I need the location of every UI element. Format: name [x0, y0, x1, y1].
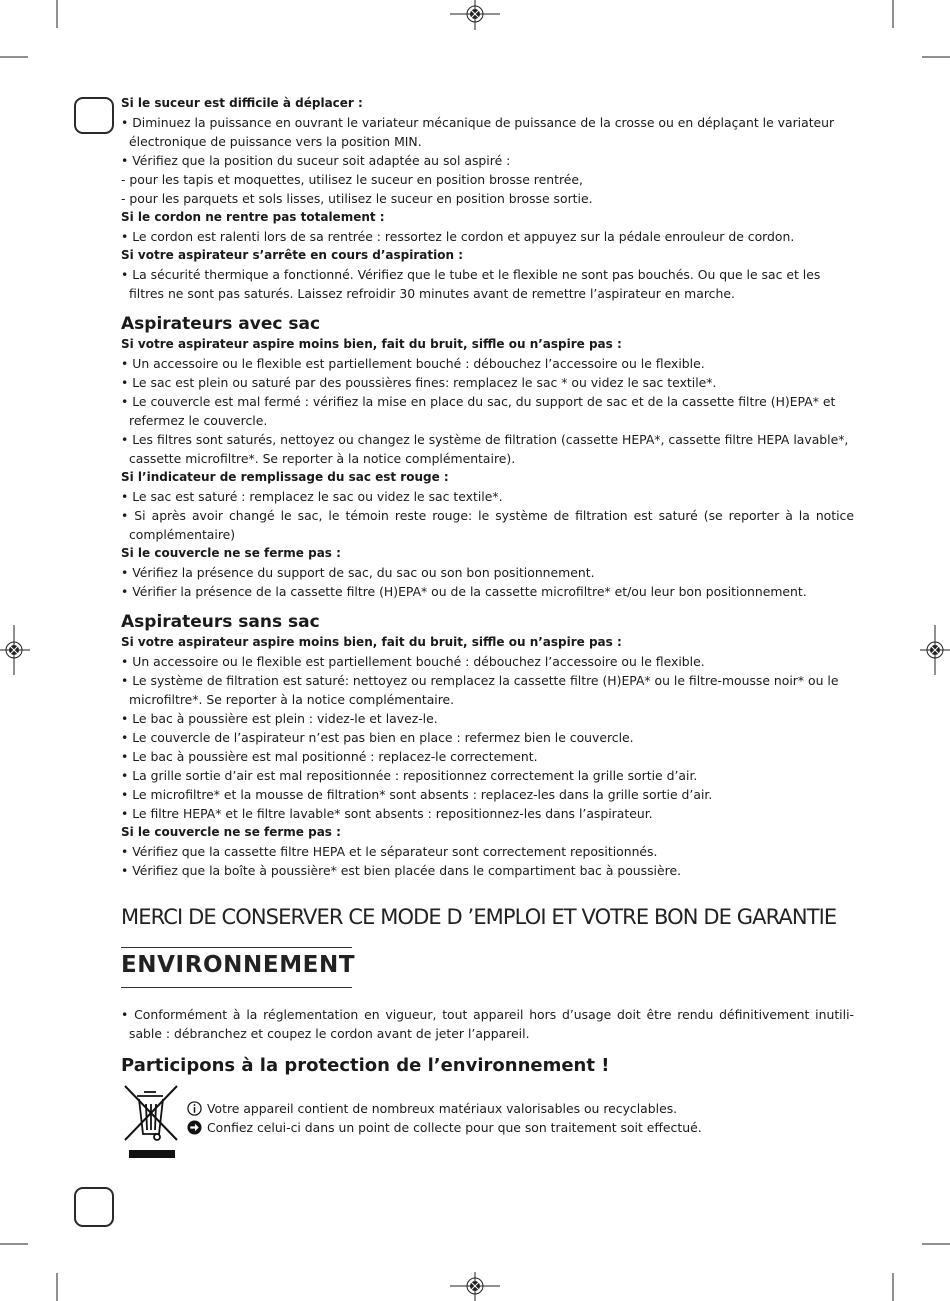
- bullet-item: • Le sac est saturé : remplacez le sac ou videz le sac textile*.: [121, 489, 503, 504]
- environment-title: ENVIRONNEMENT: [121, 952, 356, 978]
- section-title-sans-sac: Aspirateurs sans sac: [121, 612, 320, 632]
- heading-arret: Si votre aspirateur s’arrête en cours d’aspiration :: [121, 248, 463, 262]
- bullet-item: • Diminuez la puissance en ouvrant le variateur mécanique de puissance de la crosse ou en déplaçant le variateur électronique de puissance vers la position MIN.: [121, 115, 835, 149]
- section-title-avec-sac: Aspirateurs avec sac: [121, 314, 321, 334]
- bullet-item: • Si après avoir changé le sac, le témoin reste rouge: le système de filtration est saturé (se reporter à la notice complémentaire): [121, 508, 854, 542]
- registration-mark-left: [0, 625, 30, 675]
- keep-manual-notice: MERCI DE CONSERVER CE MODE D ’EMPLOI ET VOTRE BON DE GARANTIE: [121, 905, 837, 929]
- dash-item: - pour les parquets et sols lisses, utilisez le suceur en position brosse sortie.: [121, 191, 593, 206]
- info-text: Votre appareil contient de nombreux matériaux valorisables ou recyclables.: [207, 1101, 678, 1116]
- info-text: Confiez celui-ci dans un point de collecte pour que son traitement soit effectué.: [207, 1120, 702, 1135]
- environment-paragraph: [121, 1005, 854, 1043]
- bullet-item: • Le bac à poussière est plein : videz-le et lavez-le.: [121, 711, 438, 726]
- registration-mark-right: [920, 625, 950, 675]
- info-circle-icon: [187, 1101, 202, 1116]
- bullet-item: • Le couvercle est mal fermé : vérifiez la mise en place du sac, du support de sac et de la cassette filtre (H)EPA* et refermez le couvercle.: [121, 394, 836, 428]
- bullet-item: • Le sac est plein ou saturé par des poussières fines: remplacez le sac * ou videz le sac textile*.: [121, 375, 717, 390]
- question-heading: Si le couvercle ne se ferme pas :: [121, 825, 341, 839]
- recycling-info: [187, 1099, 702, 1137]
- bullet-item: • Le couvercle de l’aspirateur n’est pas bien en place : refermez bien le couvercle.: [121, 730, 634, 745]
- bullet-item: • Un accessoire ou le flexible est partiellement bouché : débouchez l’accessoire ou le flexible.: [121, 654, 705, 669]
- page-tab-bottom: [74, 1187, 114, 1227]
- bullet-item: • Le filtre HEPA* et le filtre lavable* sont absents : repositionnez-les dans l’aspirateur.: [121, 806, 653, 821]
- bullet-item: • Conformément à la réglementation en vigueur, tout appareil hors d’usage doit être rendu définitivement inutili-sable : débranchez et coupez le cordon avant de jeter l’appareil.: [121, 1007, 854, 1041]
- info-row: [187, 1118, 702, 1137]
- bullet-item: • Le système de filtration est saturé: nettoyez ou remplacez la cassette filtre (H)EPA* ou le filtre-mousse noir* ou le microfiltre*. Se reporter à la notice complémentaire.: [121, 673, 839, 707]
- bullet-item: • Vérifiez que la position du suceur soit adaptée au sol aspiré :: [121, 153, 511, 168]
- divider: [121, 947, 352, 948]
- bullet-item: • Le microfiltre* et la mousse de filtration* sont absents : replacez-les dans la grille sortie d’air.: [121, 787, 713, 802]
- bullet-item: • Les filtres sont saturés, nettoyez ou changez le système de filtration (cassette HEPA*, cassette filtre HEPA lavable*, cassette microfiltre*. Se reporter à la notice complémentaire).: [121, 432, 849, 466]
- heading-suceur: Si le suceur est difficile à déplacer :: [121, 96, 363, 110]
- page-tab-top: [74, 97, 114, 134]
- bullet-item: • Vérifier la présence de la cassette filtre (H)EPA* ou de la cassette microfiltre* et/ou leur bon positionnement.: [121, 584, 807, 599]
- registration-mark-top: [450, 0, 500, 30]
- crossed-out-wheelie-bin-icon: [121, 1082, 181, 1162]
- question-heading: Si votre aspirateur aspire moins bien, fait du bruit, siffle ou n’aspire pas :: [121, 337, 622, 351]
- bullet-item: • Le cordon est ralenti lors de sa rentrée : ressortez le cordon et appuyez sur la pédale enrouleur de cordon.: [121, 229, 795, 244]
- question-heading: Si l’indicateur de remplissage du sac est rouge :: [121, 470, 449, 484]
- bullet-item: • Vérifiez la présence du support de sac, du sac ou son bon positionnement.: [121, 565, 595, 580]
- question-heading: Si le couvercle ne se ferme pas :: [121, 546, 341, 560]
- heading-cordon: Si le cordon ne rentre pas totalement :: [121, 210, 385, 224]
- info-row: [187, 1099, 702, 1118]
- divider: [121, 987, 352, 988]
- bullet-item: • Un accessoire ou le flexible est partiellement bouché : débouchez l’accessoire ou le flexible.: [121, 356, 705, 371]
- bullet-item: • La sécurité thermique a fonctionné. Vérifiez que le tube et le flexible ne sont pas bouchés. Ou que le sac et les filtres ne sont pas saturés. Laissez refroidir 30 minutes avant de remettre l’aspirateur en marche.: [121, 267, 821, 301]
- registration-mark-bottom: [450, 1272, 500, 1301]
- question-heading: Si votre aspirateur aspire moins bien, fait du bruit, siffle ou n’aspire pas :: [121, 635, 622, 649]
- troubleshooting-section: [121, 94, 854, 880]
- bullet-item: • La grille sortie d’air est mal repositionnée : repositionnez correctement la grille sortie d’air.: [121, 768, 698, 783]
- environment-subtitle: Participons à la protection de l’environnement !: [121, 1055, 610, 1076]
- arrow-right-circle-icon: [187, 1120, 202, 1135]
- bullet-item: • Vérifiez que la boîte à poussière* est bien placée dans le compartiment bac à poussière.: [121, 863, 682, 878]
- dash-item: - pour les tapis et moquettes, utilisez le suceur en position brosse rentrée,: [121, 172, 583, 187]
- bullet-item: • Vérifiez que la cassette filtre HEPA et le séparateur sont correctement repositionnés.: [121, 844, 658, 859]
- bullet-item: • Le bac à poussière est mal positionné : replacez-le correctement.: [121, 749, 538, 764]
